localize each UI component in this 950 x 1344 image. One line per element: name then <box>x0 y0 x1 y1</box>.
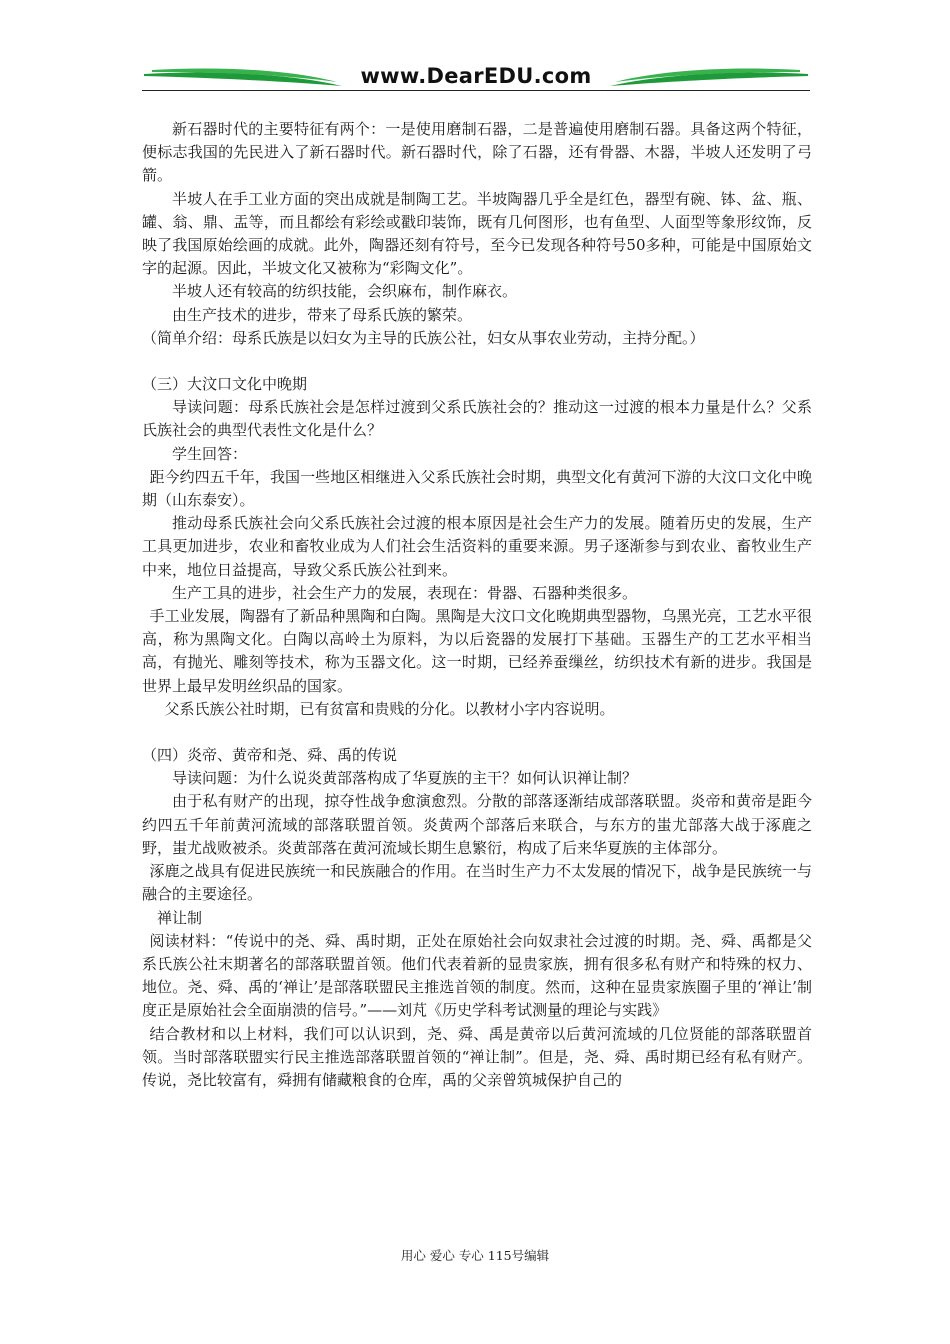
paragraph: 手工业发展，陶器有了新品种黑陶和白陶。黑陶是大汶口文化晚期典型器物，乌黑光亮，工艺水平很高，称为黑陶文化。白陶以高岭土为原料，为以后瓷器的发展打下基础。玉器生产的工艺水平相当高，有抛光、雕刻等技术，称为玉器文化。这一时期，已经养蚕缫丝，纺织技术有新的进步。我国是世界上最早发明丝织品的国家。 <box>142 607 812 695</box>
section-heading: （四）炎帝、黄帝和尧、舜、禹的传说 <box>142 746 398 765</box>
paragraph: 学生回答： <box>172 444 248 463</box>
paragraph: 导读问题：为什么说炎黄部落构成了华夏族的主干？如何认识禅让制？ <box>172 769 638 788</box>
site-url: www.DearEDU.com <box>360 64 592 88</box>
site-header <box>142 62 810 92</box>
paragraph: 新石器时代的主要特征有两个：一是使用磨制石器，二是普遍使用磨制石器。具备这两个特征，便标志我国的先民进入了新石器时代。新石器时代，除了石器，还有骨器、木器，半坡人还发明了弓箭。 <box>142 120 812 185</box>
spacer <box>142 350 812 373</box>
paragraph: 涿鹿之战具有促进民族统一和民族融合的作用。在当时生产力不太发展的情况下，战争是民族统一与融合的主要途径。 <box>142 862 812 904</box>
paragraph: 生产工具的进步，社会生产力的发展，表现在：骨器、石器种类很多。 <box>172 583 638 602</box>
page-footer: 用心 爱心 专心 115号编辑 <box>400 1248 550 1263</box>
paragraph: 由于私有财产的出现，掠夺性战争愈演愈烈。分散的部落逐渐结成部落联盟。炎帝和黄帝是距今约四五千年前黄河流域的部落联盟首领。炎黄两个部落后来联合，与东方的蚩尤部落大战于涿鹿之野，蚩尤战败被杀。炎黄部落在黄河流域长期生息繁衍，构成了后来华夏族的主体部分。 <box>142 792 812 857</box>
paragraph: 父系氏族公社时期，已有贫富和贵贱的分化。以教材小字内容说明。 <box>164 699 615 718</box>
paragraph: 距今约四五千年，我国一些地区相继进入父系氏族社会时期，典型文化有黄河下游的大汶口文化中晚期（山东泰安）。 <box>142 467 812 510</box>
paragraph: 半坡人在手工业方面的突出成就是制陶工艺。半坡陶器几乎全是红色，器型有碗、钵、盆、瓶、罐、翁、鼎、盂等，而且都绘有彩绘或戳印装饰，既有几何图形，也有鱼型、人面型等象形纹饰，反映了我国原始绘画的成就。此外，陶器还刻有符号，至今已发现各种符号50多种，可能是中国原始文字的起源。因此，半坡文化又被称为“彩陶文化”。 <box>142 189 812 278</box>
subheading: 禅让制 <box>157 908 203 927</box>
paragraph: 推动母系氏族社会向父系氏族社会过渡的根本原因是社会生产力的发展。随着历史的发展，生产工具更加进步，农业和畜牧业成为人们社会生活资料的重要来源。男子逐渐参与到农业、畜牧业生产中来，地位日益提高，导致父系氏族公社到来。 <box>142 514 812 579</box>
note-paragraph: （简单介绍：母系氏族是以妇女为主导的氏族公社，妇女从事农业劳动，主持分配。） <box>142 328 705 347</box>
paragraph: 由生产技术的进步，带来了母系氏族的繁荣。 <box>172 305 473 324</box>
paragraph: 半坡人还有较高的纺织技能，会织麻布，制作麻衣。 <box>172 282 518 301</box>
header-rule <box>142 90 810 91</box>
document-body <box>142 118 812 1092</box>
section-heading: （三）大汶口文化中晚期 <box>142 375 308 394</box>
spacer <box>142 721 812 744</box>
quote-paragraph: 阅读材料：“传说中的尧、舜、禹时期，正处在原始社会向奴隶社会过渡的时期。尧、舜、禹都是父系氏族公社末期著名的部落联盟首领。他们代表着新的显贵家族，拥有很多私有财产和特殊的权力、地位。尧、舜、禹的‘禅让’是部落联盟民主推选首领的制度。然而，这种在显贵家族圈子里的‘禅让’制度正是原始社会全面崩溃的信号。”——刘芃《历史学科考试测量的理论与实践》 <box>142 931 812 1020</box>
paragraph: 结合教材和以上材料，我们可以认识到，尧、舜、禹是黄帝以后黄河流域的几位贤能的部落联盟首领。当时部落联盟实行民主推选部落联盟首领的“禅让制”。但是，尧、舜、禹时期已经有私有财产。传说，尧比较富有，舜拥有储藏粮食的仓库，禹的父亲曾筑城保护自己的 <box>142 1024 812 1089</box>
paragraph: 导读问题：母系氏族社会是怎样过渡到父系氏族社会的？推动这一过渡的根本力量是什么？父系氏族社会的典型代表性文化是什么？ <box>142 398 812 440</box>
